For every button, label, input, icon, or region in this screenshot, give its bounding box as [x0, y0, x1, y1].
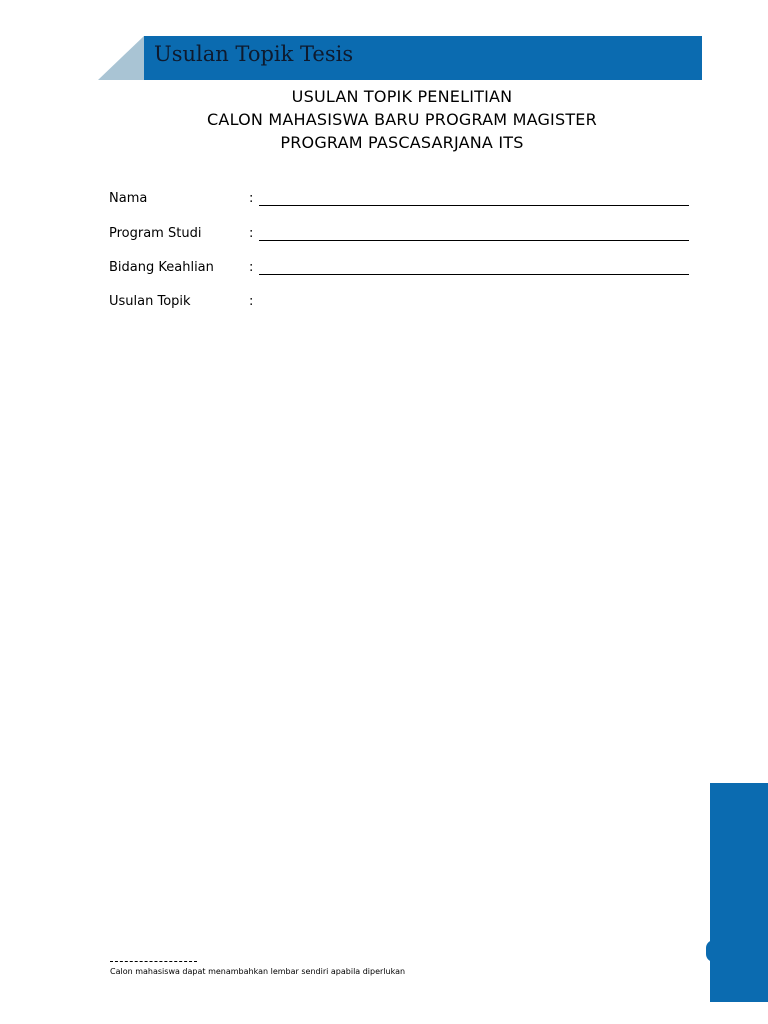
page-title: Usulan Topik Tesis	[154, 42, 354, 66]
header-corner-accent	[98, 36, 144, 80]
heading-line-1: USULAN TOPIK PENELITIAN	[291, 87, 513, 106]
nama-label: Nama	[109, 191, 148, 206]
program-studi-label: Program Studi	[109, 226, 202, 241]
document-heading	[98, 85, 706, 154]
program-studi-colon: :	[249, 226, 254, 241]
bidang-keahlian-fill-line[interactable]	[259, 274, 689, 275]
form-row-bidang-keahlian	[109, 260, 689, 280]
footnote-text: Calon mahasiswa dapat menambahkan lembar sendiri apabila diperlukan	[110, 967, 406, 976]
form-row-nama	[109, 191, 689, 211]
form-row-program-studi	[109, 226, 689, 246]
usulan-topik-colon: :	[249, 294, 254, 309]
form-row-usulan-topik	[109, 294, 689, 314]
usulan-topik-label: Usulan Topik	[109, 294, 191, 309]
side-tab-bar	[710, 783, 768, 1002]
heading-line-2: CALON MAHASISWA BARU PROGRAM MAGISTER	[207, 110, 597, 129]
nama-fill-line[interactable]	[259, 205, 689, 206]
bidang-keahlian-label: Bidang Keahlian	[109, 260, 214, 275]
footnote-separator	[110, 961, 197, 962]
nama-colon: :	[249, 191, 254, 206]
bidang-keahlian-colon: :	[249, 260, 254, 275]
header-banner	[144, 36, 702, 80]
program-studi-fill-line[interactable]	[259, 240, 689, 241]
heading-line-3: PROGRAM PASCASARJANA ITS	[280, 133, 524, 152]
